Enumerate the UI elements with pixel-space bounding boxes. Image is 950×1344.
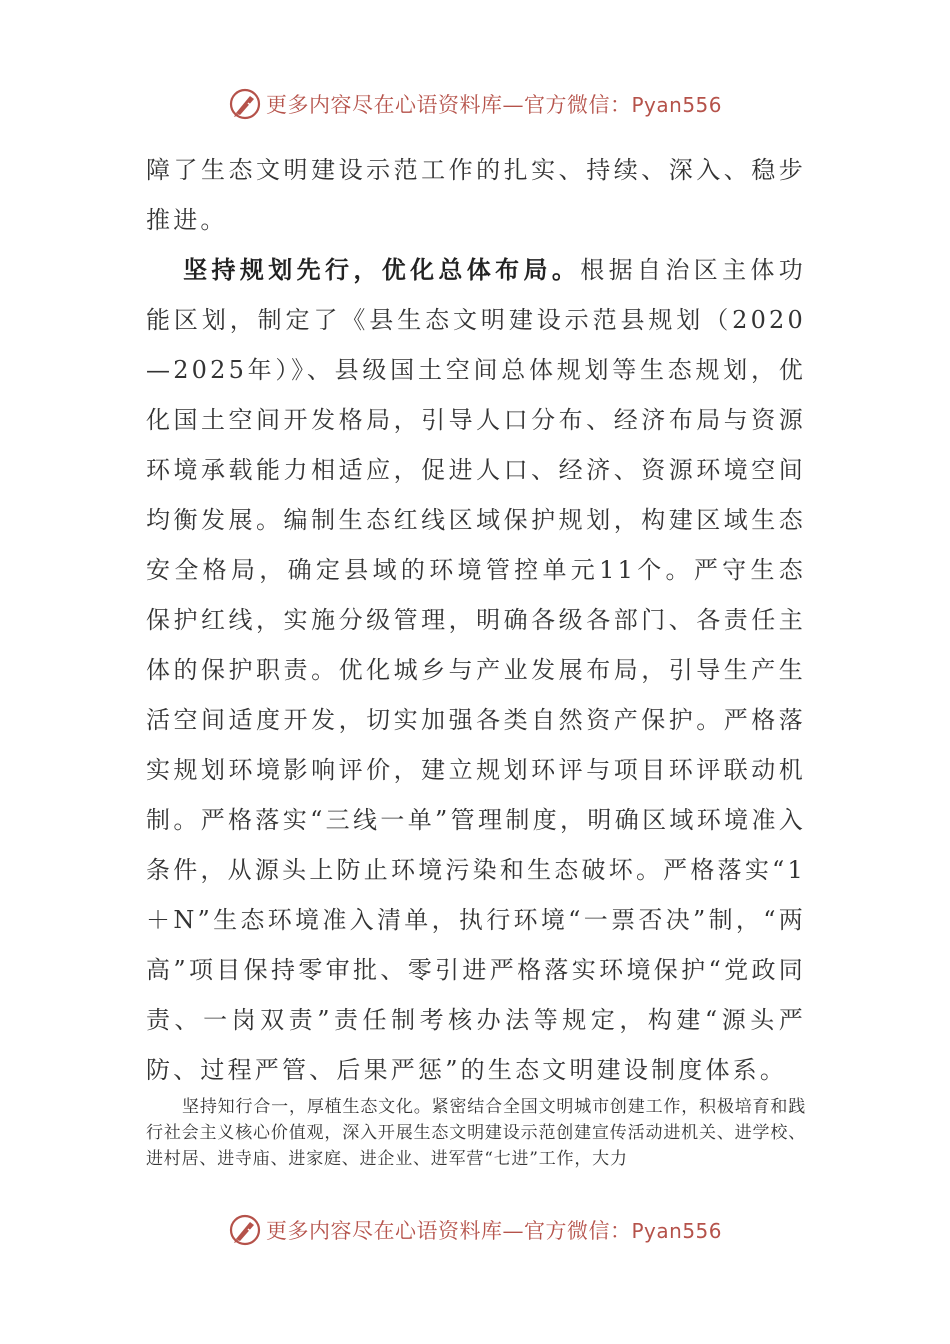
header-banner	[0, 84, 950, 124]
small-paragraph: 坚持知行合一，厚植生态文化。紧密结合全国文明城市创建工作，积极培育和践行社会主义核心价值观，深入开展生态文明建设示范创建宣传活动进机关、进学校、进村居、进寺庙、进家庭、进企业、进军营“七进”工作，大力	[146, 1097, 806, 1169]
section-heading: 坚持规划先行，优化总体布局。	[182, 255, 581, 284]
pen-logo-icon	[228, 87, 262, 121]
pen-logo-icon	[228, 1213, 262, 1247]
wechat-id: Pyan556	[631, 1219, 722, 1243]
footer-banner	[0, 1210, 950, 1250]
continuation-paragraph: 障了生态文明建设示范工作的扎实、持续、深入、稳步推进。	[146, 156, 806, 234]
section-paragraph	[146, 245, 806, 1095]
banner-text: 更多内容尽在心语资料库—官方微信：Pyan556	[265, 93, 722, 117]
banner-text: 更多内容尽在心语资料库—官方微信：Pyan556	[265, 1219, 722, 1243]
wechat-id: Pyan556	[631, 93, 722, 117]
section-body: 根据自治区主体功能区划，制定了《县生态文明建设示范县规划（2020—2025年）》、县级国土空间总体规划等生态规划，优化国土空间开发格局，引导人口分布、经济布局与资源环境承载能力相适应，促进人口、经济、资源环境空间均衡发展。编制生态红线区域保护规划，构建区域生态安全格局，确定县域的环境管控单元11个。严守生态保护红线，实施分级管理，明确各级各部门、各责任主体的保护职责。优化城乡与产业发展布局，引导生产生活空间适度开发，切实加强各类自然资产保护。严格落实规划环境影响评价，建立规划环评与项目环评联动机制。严格落实“三线一单”管理制度，明确区域环境准入条件，从源头上防止环境污染和生态破坏。严格落实“1＋N”生态环境准入清单，执行环境“一票否决”制，“两高”项目保持零审批、零引进严格落实环境保护“党政同责、一岗双责”责任制考核办法等规定，构建“源头严防、过程严管、后果严惩”的生态文明建设制度体系。	[146, 256, 806, 1084]
